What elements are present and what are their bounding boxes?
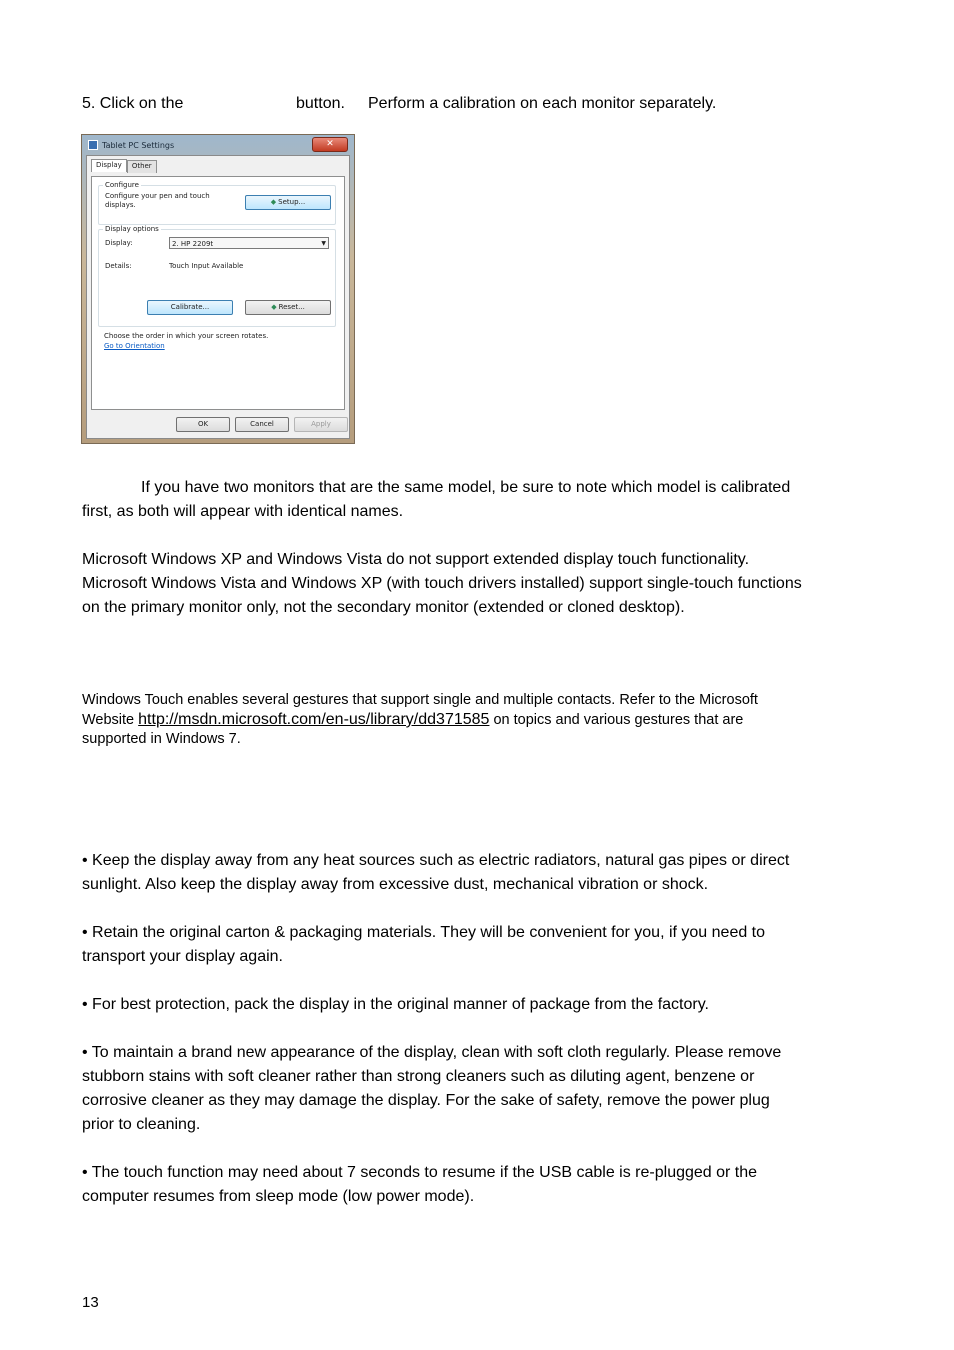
dialog-body — [86, 155, 350, 439]
step5-prefix: 5. Click on the — [82, 95, 184, 112]
setup-button[interactable] — [245, 195, 331, 210]
tab-other[interactable]: Other — [127, 160, 157, 173]
configure-group — [98, 181, 336, 225]
bullet-1-line2: sunlight. Also keep the display away from excessive dust, mechanical vibration or shock. — [82, 876, 709, 893]
orientation-text: Choose the order in which your screen rotates. — [104, 332, 269, 340]
ok-button[interactable]: OK — [176, 417, 230, 432]
bullet-2-line1: • Retain the original carton & packaging materials. They will be convenient for you, if you need to — [82, 924, 766, 941]
display-label: Display: — [105, 239, 133, 247]
display-select[interactable] — [169, 237, 329, 249]
gestures-line2-prefix: Website — [82, 712, 135, 728]
bullet-5-line1: • The touch function may need about 7 seconds to resume if the USB cable is re-plugged or the — [82, 1164, 758, 1181]
dialog-titlebar — [88, 138, 174, 152]
gestures-line2 — [82, 711, 743, 729]
display-options-group — [98, 225, 336, 327]
calibrate-button[interactable] — [147, 300, 233, 315]
bullet-5-line2: computer resumes from sleep mode (low power mode). — [82, 1188, 475, 1205]
display-tab-panel — [91, 176, 345, 410]
bullet-2-line2: transport your display again. — [82, 948, 283, 965]
note-line2: first, as both will appear with identical names. — [82, 503, 404, 520]
display-select-value: 2. HP 2209t — [172, 240, 214, 248]
tab-strip — [91, 160, 157, 173]
bullet-4-line4: prior to cleaning. — [82, 1116, 201, 1133]
chevron-down-icon: ▼ — [321, 240, 326, 247]
details-label: Details: — [105, 262, 132, 270]
msdn-gestures-link[interactable]: http://msdn.microsoft.com/en-us/library/dd371585 — [138, 711, 490, 728]
xp-vista-line3: on the primary monitor only, not the secondary monitor (extended or cloned desktop). — [82, 599, 685, 616]
details-value: Touch Input Available — [169, 262, 244, 270]
tablet-pc-settings-dialog — [81, 134, 355, 444]
bullet-4-line3: corrosive cleaner as they may damage the display. For the sake of safety, remove the power plug — [82, 1092, 770, 1109]
tablet-app-icon — [88, 140, 98, 150]
step5-rest: Perform a calibration on each monitor separately. — [368, 95, 717, 112]
reset-button[interactable] — [245, 300, 331, 315]
cancel-button[interactable]: Cancel — [235, 417, 289, 432]
gestures-line1: Windows Touch enables several gestures that support single and multiple contacts. Refer to the Microsoft — [82, 692, 758, 708]
apply-button[interactable]: Apply — [294, 417, 348, 432]
bullet-3-line1: • For best protection, pack the display in the original manner of package from the factory. — [82, 996, 709, 1013]
shield-icon: ◆ — [271, 303, 277, 311]
close-button[interactable]: ✕ — [312, 137, 348, 152]
step5-line — [82, 95, 717, 113]
display-options-label: Display options — [105, 225, 159, 233]
xp-vista-line2: Microsoft Windows Vista and Windows XP (with touch drivers installed) support single-touch functions — [82, 575, 802, 592]
bullet-1-line1: • Keep the display away from any heat sources such as electric radiators, natural gas pipes or direct — [82, 852, 790, 869]
dialog-title: Tablet PC Settings — [102, 140, 175, 150]
bullet-4-line1: • To maintain a brand new appearance of the display, clean with soft cloth regularly. Please remove — [82, 1044, 782, 1061]
configure-text-line2: displays. — [105, 201, 136, 209]
page-number: 13 — [82, 1294, 99, 1311]
step5-button-word: button. — [296, 95, 345, 112]
xp-vista-line1: Microsoft Windows XP and Windows Vista do not support extended display touch functionality. — [82, 551, 750, 568]
shield-icon: ◆ — [270, 198, 277, 206]
setup-button-label: Setup... — [278, 198, 306, 206]
bullet-4-line2: stubborn stains with soft cleaner rather than strong cleaners such as diluting agent, benzene or — [82, 1068, 755, 1085]
note-line1: If you have two monitors that are the same model, be sure to note which model is calibrated — [141, 479, 791, 496]
calibrate-button-label: Calibrate... — [170, 303, 210, 311]
gestures-line2-suffix: on topics and various gestures that are — [493, 712, 744, 728]
configure-group-label: Configure — [105, 181, 139, 189]
go-to-orientation-link[interactable]: Go to Orientation — [104, 342, 165, 350]
configure-text-line1: Configure your pen and touch — [105, 192, 210, 200]
tab-display[interactable]: Display — [91, 159, 127, 172]
gestures-line3: supported in Windows 7. — [82, 731, 241, 747]
reset-button-label: Reset... — [278, 303, 305, 311]
